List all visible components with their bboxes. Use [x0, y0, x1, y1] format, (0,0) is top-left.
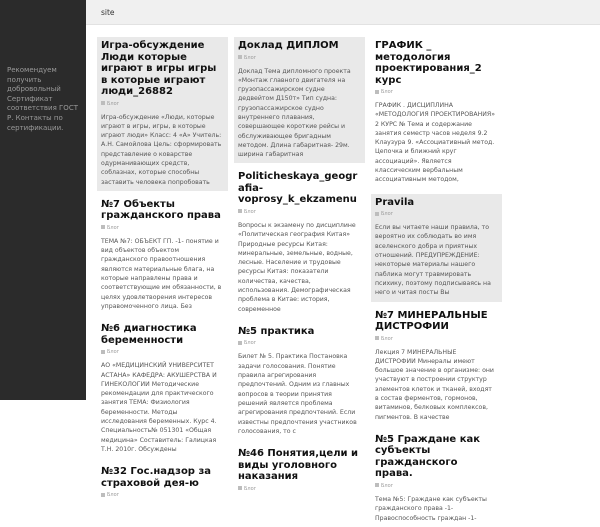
post-category-label[interactable]: Блог: [107, 100, 120, 107]
post-excerpt: Если вы читаете наши правила, то вероятно их соблюдать во имя вселенского добра и приятных отношений. ПРЕДУПРЕЖДЕНИЕ: некоторые материалы нашего паблика могут травмировать психику, поэтому подписываясь на него и читая посты Вы: [375, 224, 491, 297]
folder-icon: [101, 101, 105, 105]
post-category-label[interactable]: Блог: [244, 340, 257, 347]
column-1: [97, 37, 228, 499]
column-2: [234, 37, 365, 492]
post-title-link[interactable]: Politicheskaya_geografia-voprosy_k_ekzamenu: [238, 171, 358, 206]
site-link[interactable]: site: [101, 8, 115, 17]
post-excerpt: АО «МЕДИЦИНСКИЙ УНИВЕРСИТЕТ АСТАНА» КАФЕДРА: АКУШЕРСТВА И ГИНЕКОЛОГИИ Методические рекомендации для практического занятия ТЕМА: Физиология беременности. Методы исследования беременных. Курс 4. Специальность№ 051301 «Общая медицина» Составитель: Галицкая Т.Н. 2010г. Обсуждены: [101, 362, 217, 453]
post-category[interactable]: [375, 483, 497, 489]
post-title-link[interactable]: Доклад ДИПЛОМ: [238, 40, 339, 51]
post-title-link[interactable]: Pravila: [375, 196, 415, 208]
post-excerpt: ТЕМА №7: ОБЪЕКТ ГП. -1- понятие и вид объектов объектом гражданского правоотношения являются материальные блага, на которые направлены права и соответствующие им обязанности, в целях удовлетворения интересов управомоченного лица. Без: [101, 237, 222, 310]
post-title-link[interactable]: №7 Объекты гражданского права: [101, 198, 221, 222]
post-card: [371, 307, 502, 426]
post-category[interactable]: [101, 101, 223, 107]
post-category[interactable]: [101, 492, 223, 498]
post-category[interactable]: [375, 89, 497, 95]
post-card: [97, 37, 228, 191]
post-category-label[interactable]: Блог: [244, 485, 257, 492]
post-category-label[interactable]: Блог: [244, 54, 257, 61]
post-category[interactable]: [238, 209, 360, 215]
post-category-label[interactable]: Блог: [107, 492, 120, 499]
post-category[interactable]: [238, 340, 360, 346]
post-category[interactable]: [101, 225, 223, 231]
post-title-link[interactable]: №46 Понятия,цели и виды уголовного наказания: [238, 448, 359, 483]
post-card: [234, 168, 365, 317]
post-category[interactable]: [101, 349, 223, 355]
post-title-link[interactable]: №6 диагностика беременности: [101, 323, 197, 346]
folder-icon: [375, 212, 379, 216]
post-title-link[interactable]: №7 МИНЕРАЛЬНЫЕ ДИСТРОФИИ: [375, 309, 488, 333]
post-excerpt: Лекция 7 МИНЕРАЛЬНЫЕ ДИСТРОФИИ Минералы имеют большое значение в организме: они участвуют в построении структур элементов клеток и тканей, входят в состав ферментов, гормонов, витаминов, белковых комплексов, пигментов. В качестве: [375, 348, 494, 421]
post-category-label[interactable]: Блог: [381, 482, 394, 489]
post-excerpt: Доклад Тема дипломного проекта «Монтаж главного двигателя на грузопассажирском судне дедвейтом Д150т» Тип судна: грузопассажирское судно внутреннего плавания, совершающее короткие рейсы и обслуживающее бригадным методом. Длина габаритная- 29м. ширина габаритная: [238, 67, 351, 159]
post-card: [97, 320, 228, 458]
sidebar: [0, 0, 86, 400]
post-category-label[interactable]: Блог: [244, 208, 257, 215]
post-category-label[interactable]: Блог: [381, 89, 394, 95]
post-category[interactable]: [238, 55, 360, 61]
post-excerpt: Билет № 5. Практика Постановка задачи голосования. Понятие правила агрегирования предпочтений. Одним из главных вопросов в теории принятия решений является проблема агрегирования предпочтений. Если известны предпочтения участников голосования, то с: [238, 353, 357, 435]
post-category-label[interactable]: Блог: [107, 224, 120, 231]
post-category-label[interactable]: Блог: [107, 349, 120, 356]
post-excerpt: Вопросы к экзамену по дисциплине «Политическая география Китая» Природные ресурсы Китая: минеральные, земельные, водные, лесные. Население и трудовые ресурсы Китая: показатели количества, качества, использования. Демографическая проблема в Китае: история, современное: [238, 221, 356, 313]
post-category-label[interactable]: Блог: [381, 335, 394, 342]
folder-icon: [375, 90, 379, 94]
post-excerpt: ГРАФИК . ДИСЦИПЛИНА «МЕТОДОЛОГИЯ ПРОЕКТИРОВАНИЯ» 2 КУРС № Тема и содержание занятия семестр часов неделя 9.2 Клаузура 9. «Ассоциативный метод. Цепочка и ближний круг ассоциаций». Является классическим вербальным ассоциативным методом,: [375, 102, 495, 184]
folder-icon: [101, 350, 105, 354]
folder-icon: [375, 336, 379, 340]
post-category-label[interactable]: Блог: [381, 211, 394, 218]
post-category[interactable]: [238, 486, 360, 492]
post-card: [234, 445, 365, 502]
post-card: [234, 37, 365, 163]
post-category[interactable]: [375, 336, 497, 342]
folder-icon: [238, 55, 242, 59]
post-card: [371, 194, 502, 302]
top-bar: [86, 0, 600, 25]
post-title-link[interactable]: №32 Гос.надзор за страховой дея-ю: [101, 466, 212, 489]
post-card: [97, 463, 228, 508]
post-card: [234, 323, 365, 440]
sidebar-text: Рекомендуем получить добровольный Сертификат соответствия ГОСТ Р. Контакты по сертификации.: [7, 66, 78, 132]
folder-icon: [101, 493, 105, 497]
post-excerpt: Игра-обсуждение «Люди, которые играют в игры, игры, в которые играют люди» Класс: 4 «А» Учитель: А.Н. Самойлова Цель: сформировать представление о кoваpстве одурманивающих средств, соблазнах, которые способны заставить человека попробовать: [101, 113, 222, 186]
post-card: [371, 37, 502, 189]
post-title-link[interactable]: ГРАФИК _ методология проектирования_2 курс: [375, 40, 482, 86]
post-title-link[interactable]: Игра-обсуждение Люди которые играют в игры игры в которые играют люди_26882: [101, 40, 217, 97]
post-card: [97, 196, 228, 315]
post-category[interactable]: [375, 211, 497, 217]
post-title-link[interactable]: №5 практика: [238, 325, 315, 337]
folder-icon: [375, 483, 379, 487]
column-3: [371, 37, 502, 522]
folder-icon: [238, 341, 242, 345]
folder-icon: [238, 486, 242, 490]
folder-icon: [101, 225, 105, 229]
post-excerpt: Тема №5: Граждане как субъекты гражданского права -1- Правоспособность граждан -1-: [375, 495, 487, 522]
post-card: [371, 431, 502, 527]
post-title-link[interactable]: №5 Граждане как субъекты гражданского права.: [375, 433, 481, 480]
folder-icon: [238, 209, 242, 213]
